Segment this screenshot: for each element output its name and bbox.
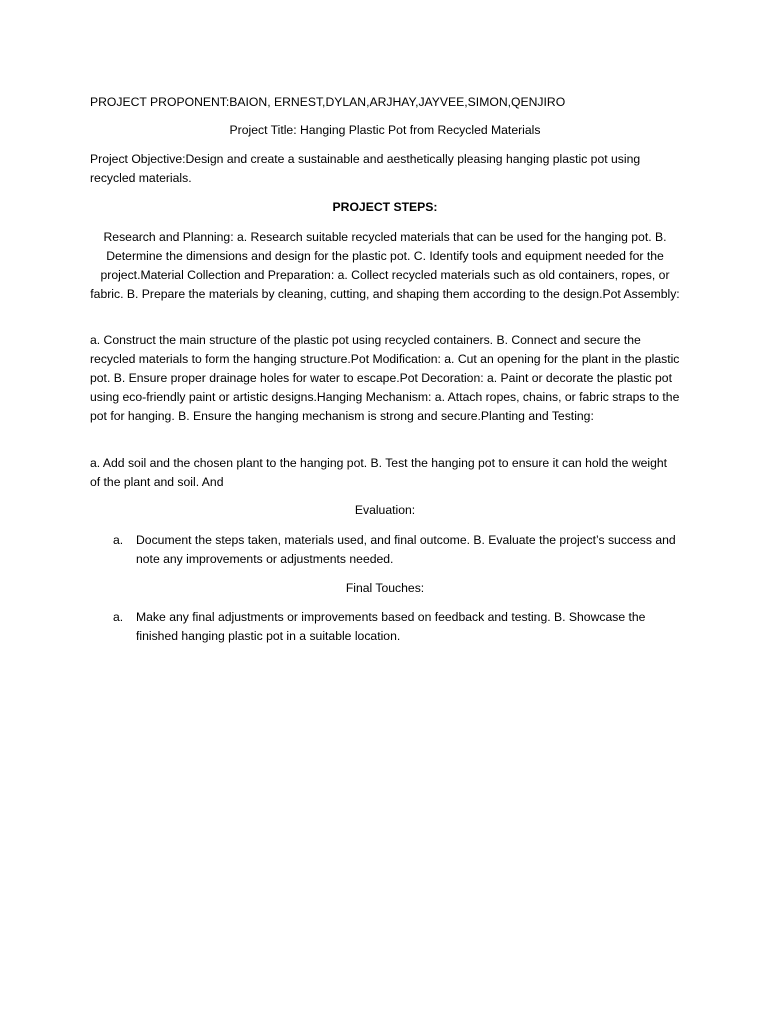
evaluation-list-item — [113, 531, 680, 569]
final-touches-list-marker: a. — [113, 610, 124, 624]
project-proponent: PROJECT PROPONENT:BAION, ERNEST,DYLAN,ARJHAY,JAYVEE,SIMON,QENJIRO — [90, 95, 566, 109]
project-objective: Project Objective:Design and create a sustainable and aesthetically pleasing hanging plastic pot using recycled materials. — [90, 152, 641, 185]
final-touches-list-item — [113, 608, 680, 646]
evaluation-heading: Evaluation: — [354, 503, 416, 517]
evaluation-list-text: Document the steps taken, materials used, and final outcome. B. Evaluate the project’s success and note any improvements or adjustments needed. — [136, 533, 676, 566]
evaluation-list-marker: a. — [113, 533, 124, 547]
project-steps-paragraph-2: a. Construct the main structure of the plastic pot using recycled containers. B. Connect and secure the recycled materials to form the hanging structure.Pot Modification: a. Cut an opening for the plant in the plastic pot. B. Ensure proper drainage holes for water to escape.Pot Decoration: a. Paint or decorate the plastic pot using eco-friendly paint or artistic designs.Hanging Mechanism: a. Attach ropes, chains, or fabric straps to the pot for hanging. B. Ensure the hanging mechanism is strong and secure.Planting and Testing: — [90, 333, 680, 423]
project-title: Project Title: Hanging Plastic Pot from Recycled Materials — [229, 123, 541, 137]
project-steps-paragraph-3: a. Add soil and the chosen plant to the hanging pot. B. Test the hanging pot to ensure it can hold the weight of the plant and soil. And — [90, 456, 668, 489]
project-steps-paragraph-1: Research and Planning: a. Research suitable recycled materials that can be used for the hanging pot. B. Determine the dimensions and design for the plastic pot. C. Identify tools and equipment needed for the project.Material Collection and Preparation: a. Collect recycled materials such as old containers, ropes, or fabric. B. Prepare the materials by cleaning, cutting, and shaping them according to the design.Pot Assembly: — [90, 230, 680, 301]
final-touches-list-text: Make any final adjustments or improvements based on feedback and testing. B. Showcase the finished hanging plastic pot in a suitable location. — [136, 610, 646, 643]
final-touches-heading: Final Touches: — [345, 581, 425, 595]
project-steps-heading: PROJECT STEPS: — [332, 200, 438, 214]
